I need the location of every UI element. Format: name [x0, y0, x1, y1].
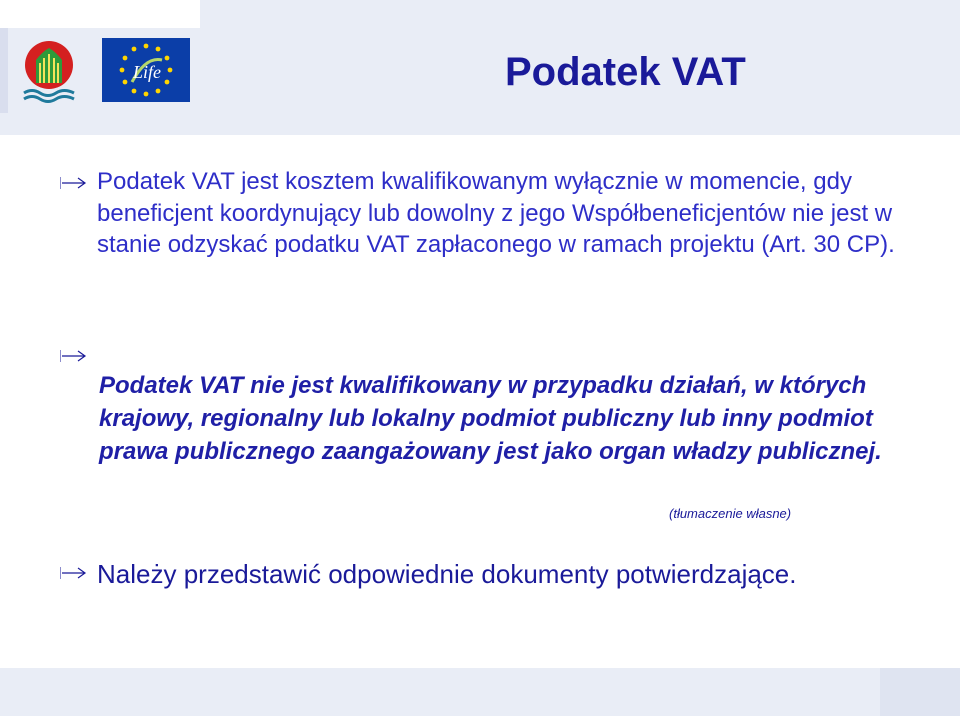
arrow-right-icon — [60, 566, 88, 580]
arrow-right-icon — [60, 176, 88, 190]
bullet-text-2: Podatek VAT nie jest kwalifikowany w przypadku działań, w których krajowy, regionalny lub lokalny podmiot publiczny lub inny podmiot prawa publicznego zaangażowany jest jako organ władzy publicznej. — [99, 372, 882, 465]
translation-note: (tłumaczenie własne) — [669, 506, 792, 521]
bullet-text-1: Podatek VAT jest kosztem kwalifikowanym wyłącznie w momencie, gdy beneficjent koordynujący lub dowolny z jego Współbeneficjentów nie jest w stanie odzyskać podatku VAT zapłaconego w ramach projektu (Art. 30 CP). — [97, 168, 895, 258]
life-logo-text: Life — [133, 62, 162, 82]
page-title: Podatek VAT — [505, 50, 746, 94]
bullet-text-3: Należy przedstawić odpowiednie dokumenty potwierdzające. — [97, 559, 797, 589]
top-left-tile — [0, 0, 200, 28]
nfosigw-logo — [20, 38, 78, 104]
arrow-right-icon — [60, 349, 88, 363]
bottom-right-tile — [880, 668, 960, 716]
bottom-band — [0, 668, 960, 716]
eu-life-logo — [102, 38, 190, 102]
side-tile — [0, 28, 8, 113]
